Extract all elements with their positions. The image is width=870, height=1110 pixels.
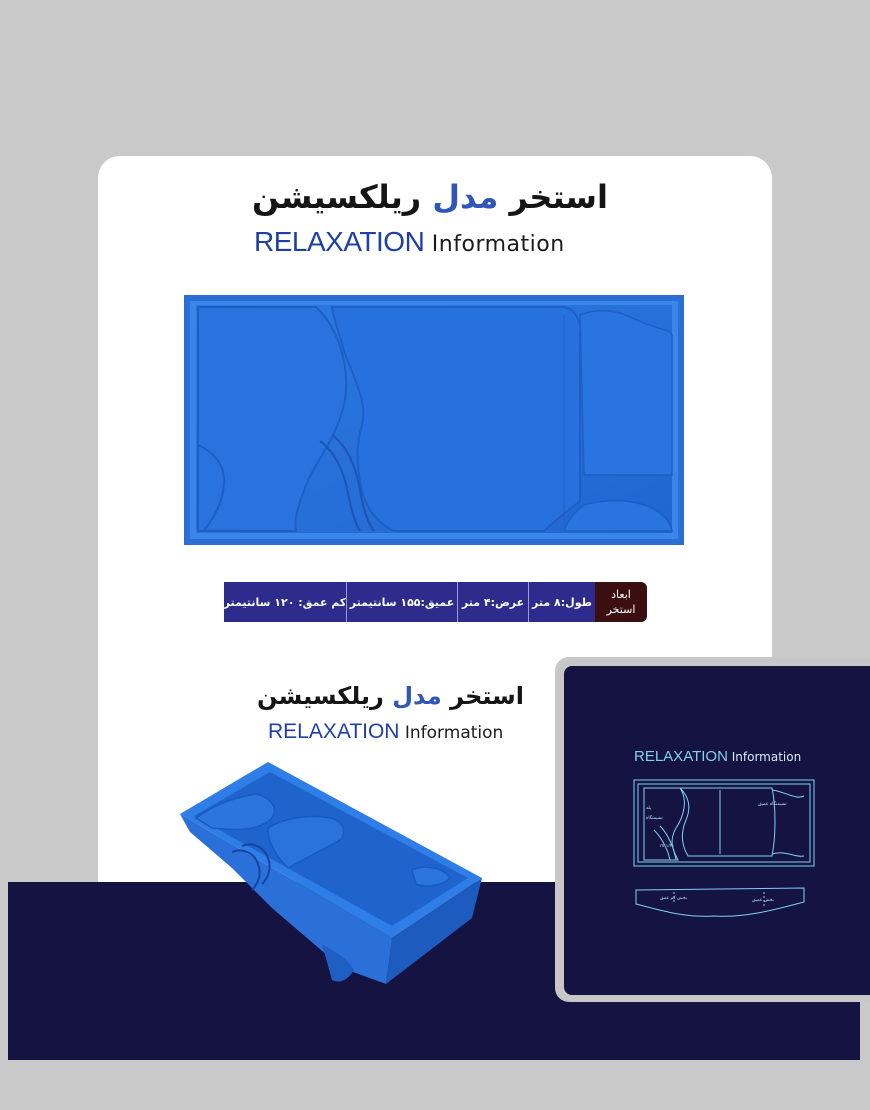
title-word-model: مدل [432,178,499,216]
blueprint-note-steps: پله [646,806,652,811]
section-title-word-relaxation: ریلکسیشن [257,682,393,710]
page-title-persian [250,178,610,216]
section-title-english [268,720,503,744]
dimension-shallow-depth: کم عمق: ۱۲۰ سانتیمتر [224,582,346,622]
pool-3d-view-image [172,758,488,994]
dimension-length: طول:۸ متر [528,582,595,622]
blueprint-note-seat: نشیمنگاه [646,816,663,821]
blueprint-note-depth-marker: ۱/۲۰ m [660,844,675,849]
section-title-word-model: مدل [392,682,442,710]
dimension-depth: عمیق:۱۵۵ سانتیمتر [346,582,457,622]
blueprint-note-deep: بخش عمیق [752,898,774,903]
dimension-width: عرض:۴ متر [457,582,528,622]
title-model-name: RELAXATION [254,226,425,257]
section-title-persian [257,682,524,710]
title-info-word: Information [424,232,565,257]
blueprint-info-word: Information [727,750,802,764]
page-title-english [254,226,565,258]
blueprint-note-bench: نشیمنگاه عمیق [758,802,787,807]
pool-dimensions-bar [211,582,647,622]
dimensions-header-line2: استخر [606,603,636,616]
dimensions-header [595,582,647,622]
section-title-word-pool: استخر [441,682,524,710]
blueprint-model-name: RELAXATION [634,748,728,765]
blueprint-drawing [564,666,870,995]
title-word-relaxation: ریلکسیشن [252,178,433,216]
section-title-model-name: RELAXATION [268,720,400,743]
pool-top-view-image [184,295,684,545]
section-title-info-word: Information [399,723,504,743]
blueprint-panel [564,666,870,995]
blueprint-note-shallow: بخش کم عمق [660,896,687,901]
title-word-pool: استخر [498,178,608,216]
dimensions-header-line1: ابعاد [611,588,631,601]
